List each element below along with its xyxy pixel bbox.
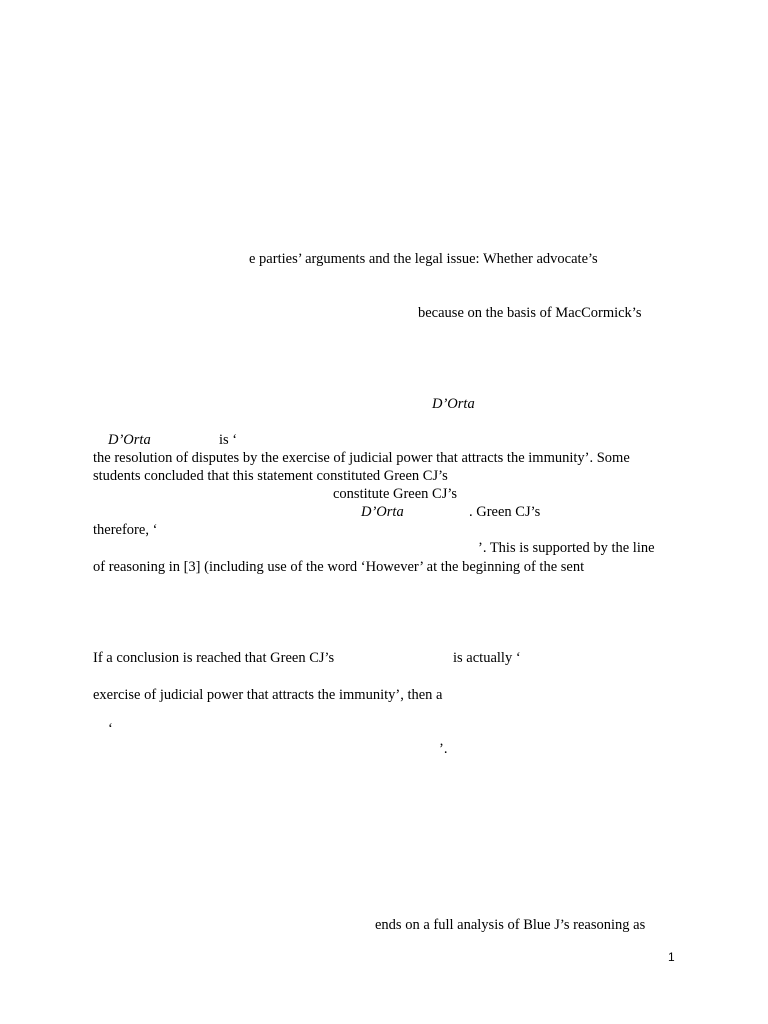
text-line: e parties’ arguments and the legal issue: Whether advocate’s — [249, 251, 598, 267]
text-fragment: is ‘ — [219, 432, 238, 448]
text-line: students concluded that this statement constituted Green CJ’s — [93, 468, 448, 484]
text-line: ’. This is supported by the line — [478, 540, 655, 556]
text-line: the resolution of disputes by the exercise of judicial power that attracts the immunity’. Some — [93, 450, 630, 466]
text-line: exercise of judicial power that attracts the immunity’, then a — [93, 687, 443, 703]
text-line: because on the basis of MacCormick’s — [418, 305, 642, 321]
text-line: of reasoning in [3] (including use of the word ‘However’ at the beginning of the sent — [93, 559, 585, 575]
text-line: If a conclusion is reached that Green CJ’s — [93, 650, 335, 666]
case-name: D’Orta — [361, 504, 404, 520]
text-fragment: . Green CJ’s — [469, 504, 541, 520]
quote-mark: ‘ — [108, 721, 113, 737]
text-line: ends on a full analysis of Blue J’s reasoning as — [375, 917, 646, 933]
quote-mark: ’. — [439, 741, 448, 757]
page-number: 1 — [668, 950, 675, 964]
case-name: D’Orta — [108, 432, 151, 448]
text-fragment: is actually ‘ — [453, 650, 521, 666]
text-line: constitute Green CJ’s — [333, 486, 458, 502]
text-line: therefore, ‘ — [93, 522, 158, 538]
case-name: D’Orta — [432, 396, 475, 412]
